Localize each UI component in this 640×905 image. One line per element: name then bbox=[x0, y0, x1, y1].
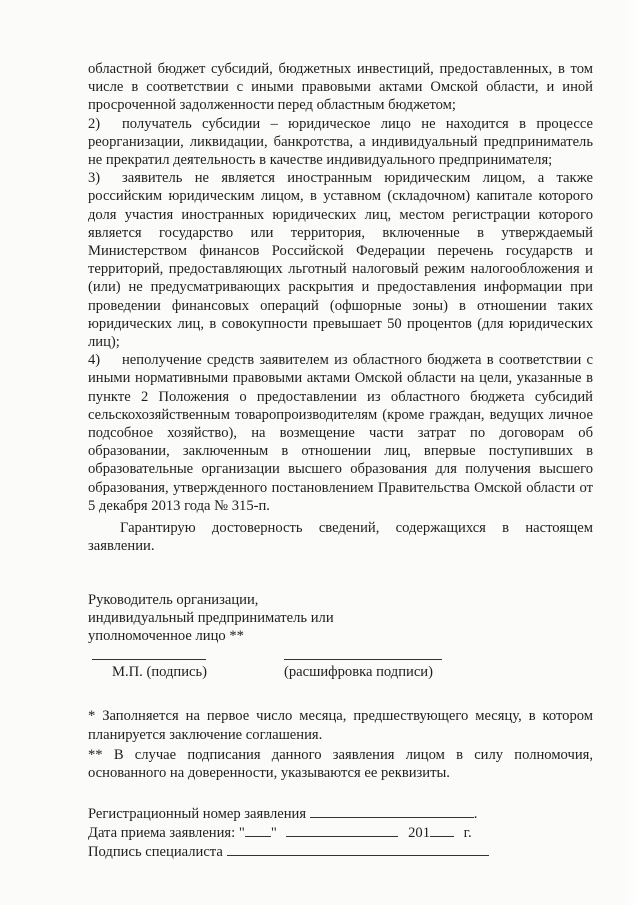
item-text: неполучение средств заявителем из областного бюджета в соответствии с иными нормативными правовыми актами Омской области на цели, указанные в пункте 2 Положения о предоставлении из областного бюджета субсидий сельскохозяйственным товаропроизводителям (кроме граждан, ведущих личное подсобное хозяйство), на возмещение части затрат по договорам об образовании, заключенным в отношении лиц, впервые поступивших в образовательные организации высшего образования для получения высшего образования, утвержденного постановлением Правительства Омской области от 5 декабря 2013 года № 315-п. bbox=[88, 352, 593, 514]
reg-number-field bbox=[310, 804, 474, 818]
quote-mark: " bbox=[270, 825, 277, 842]
specialist-signature-field bbox=[227, 842, 489, 856]
reg-number-label: Регистрационный номер заявления bbox=[88, 806, 307, 823]
day-field bbox=[245, 823, 271, 837]
registration-block bbox=[88, 804, 593, 861]
year-prefix: 201 bbox=[408, 825, 430, 842]
footnotes bbox=[88, 707, 593, 782]
scan-edge bbox=[622, 0, 640, 905]
document-page bbox=[88, 60, 593, 861]
year-suffix: г. bbox=[463, 825, 472, 842]
intro-paragraph: областной бюджет субсидий, бюджетных инвестиций, предоставленных, в том числе в соответствии с иными правовыми актами Омской области, и иной просроченной задолженности перед областным бюджетом; bbox=[88, 61, 593, 114]
item-number: 3) bbox=[88, 170, 101, 187]
list-item bbox=[88, 351, 593, 515]
reg-number-row bbox=[88, 804, 593, 823]
item-text: заявитель не является иностранным юридическим лицом, а также российским юридическим лицом, в уставном (складочном) капитале которого доля участия иностранных юридических лиц, местом регистрации которого является государство или территория, включенные в утверждаемый Министерством финансов Российской Федерации перечень государств и территорий, предоставляющих льготный налоговый режим налогообложения и (или) не предусматривающих раскрытия и предоставления информации при проведении финансовых операций (офшорные зоны) в отношении таких юридических лиц, в совокупности превышает 50 процентов (для юридических лиц); bbox=[88, 170, 593, 351]
year-field bbox=[430, 823, 454, 837]
period: . bbox=[473, 806, 478, 823]
decode-line bbox=[284, 659, 442, 660]
signatory-line-3: уполномоченное лицо ** bbox=[88, 628, 244, 645]
footnote-1: * Заполняется на первое число месяца, предшествующего месяцу, в котором планируется заключение соглашения. bbox=[88, 708, 593, 743]
signatory-line-1: Руководитель организации, bbox=[88, 592, 259, 609]
item-text: получатель субсидии – юридическое лицо не находится в процессе реорганизации, ликвидации, банкротства, а индивидуальный предприниматель не прекратил деятельность в качестве индивидуального предпринимателя; bbox=[88, 115, 593, 169]
item-number: 4) bbox=[88, 352, 101, 369]
footnote-2: ** В случае подписания данного заявления лицом в силу полномочия, основанного на доверенности, указываются ее реквизиты. bbox=[88, 746, 593, 782]
stamp-signature-label: М.П. (подпись) bbox=[112, 664, 208, 681]
specialist-row bbox=[88, 842, 593, 861]
list-item bbox=[88, 115, 593, 170]
specialist-label: Подпись специалиста bbox=[88, 844, 223, 861]
signature-lines bbox=[88, 655, 593, 691]
date-row bbox=[88, 823, 593, 842]
signatory-line-2: индивидуальный предприниматель или bbox=[88, 610, 334, 627]
guarantee-paragraph: Гарантирую достоверность сведений, содержащихся в настоящем заявлении. bbox=[88, 520, 593, 555]
item-number: 2) bbox=[88, 115, 101, 132]
list-item bbox=[88, 169, 593, 351]
date-label: Дата приема заявления: " bbox=[88, 825, 245, 842]
month-field bbox=[286, 823, 398, 837]
signature-decode-label: (расшифровка подписи) bbox=[284, 664, 433, 681]
signature-block bbox=[88, 591, 593, 691]
signature-line bbox=[92, 659, 206, 660]
